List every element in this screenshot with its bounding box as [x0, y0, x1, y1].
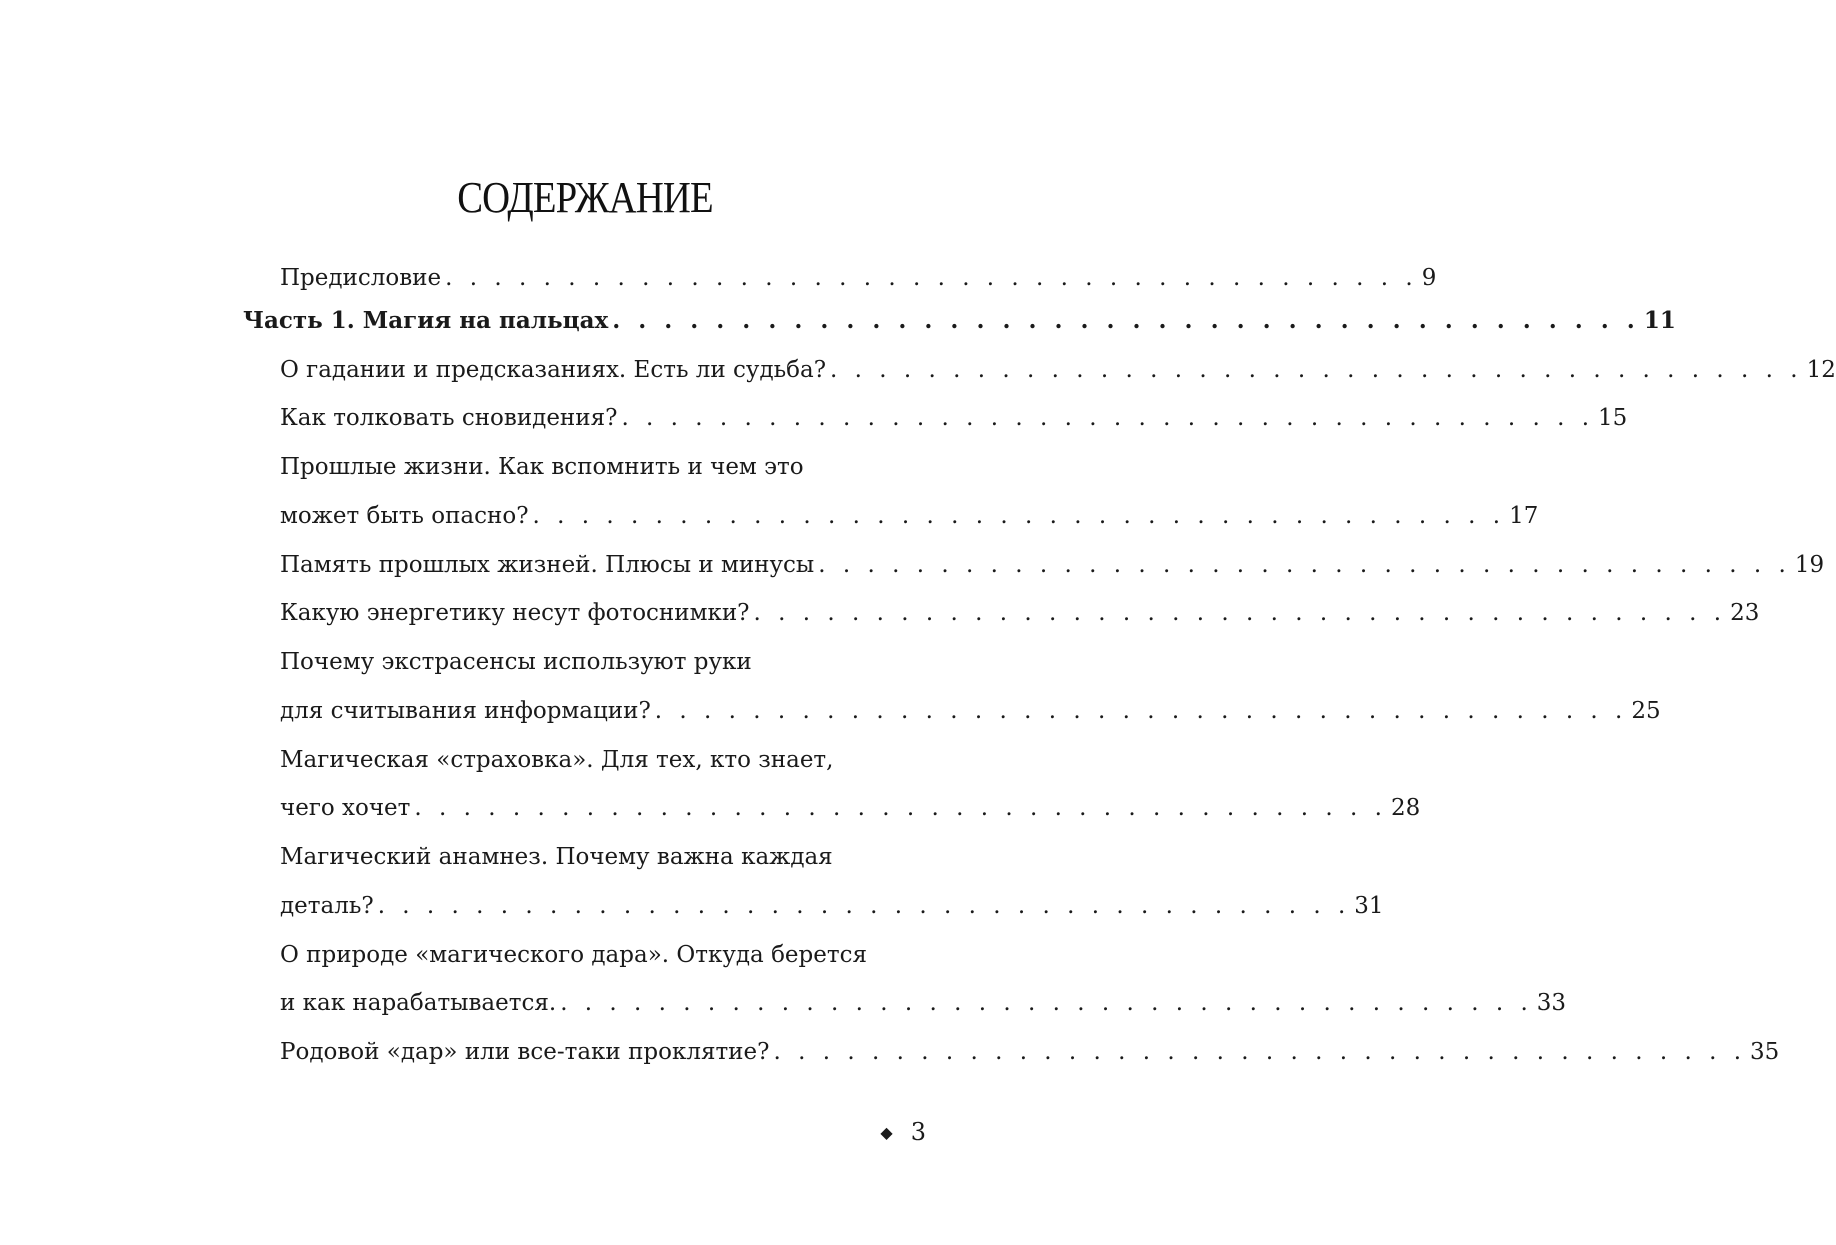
- toc-entry-page: 35: [1750, 1039, 1780, 1065]
- toc-entry-page: 33: [1536, 990, 1567, 1016]
- toc-entry-line2: [280, 987, 1567, 1019]
- toc-entry-title: Как толковать сновидения?: [280, 405, 618, 431]
- toc-entry: [280, 402, 1628, 434]
- toc-entry-line1: [280, 744, 922, 776]
- toc-entry-page: 31: [1354, 893, 1384, 919]
- toc-entry-title: Магическая «страховка». Для тех, кто знает,: [280, 747, 834, 773]
- toc-entry-title: Почему экстрасенсы используют руки: [280, 649, 752, 675]
- toc-entry-line2: [280, 890, 1384, 922]
- toc-entry-title: Предисловие: [280, 265, 442, 291]
- toc-entry-page: 15: [1598, 405, 1628, 431]
- toc-entry-page: 23: [1730, 600, 1760, 626]
- toc-entry-line1: [280, 841, 922, 873]
- toc-entry-line2: [280, 695, 1661, 727]
- toc-entry: [280, 597, 1760, 629]
- page-title: СОДЕРЖАНИЕ: [457, 173, 713, 222]
- toc-entry-part-1: [243, 305, 1676, 337]
- toc-entry-title: для считывания информации?: [280, 698, 651, 724]
- page-number: 3: [910, 1118, 926, 1146]
- toc-entry-title: О природе «магического дара». Откуда берется: [280, 942, 867, 968]
- toc-entry-preface: [280, 262, 1437, 294]
- toc-entry-title: чего хочет: [280, 795, 411, 821]
- toc-entry-title: может быть опасно?: [280, 503, 529, 529]
- toc-entry-page: 9: [1421, 265, 1437, 291]
- toc-entry-page: 11: [1643, 307, 1676, 334]
- toc-entry-title: Какую энергетику несут фотоснимки?: [280, 600, 750, 626]
- toc-entry: [280, 1036, 1780, 1068]
- toc-entry-page: 12: [1806, 357, 1836, 383]
- toc-leader-dots: . . . . . . . . . . . . . . . . . . . . . . . . . . . . . . . . . . . . . . . .: [532, 503, 1506, 529]
- diamond-icon: ◆: [880, 1122, 893, 1142]
- toc-leader-dots: . . . . . . . . . . . . . . . . . . . . . . . . . . . . . . . . . . . . . . . .: [773, 1039, 1747, 1065]
- toc-leader-dots: . . . . . . . . . . . . . . . . . . . . . . . . . . . . . . . . . . . . . . . .: [753, 600, 1727, 626]
- toc-entry-page: 19: [1794, 552, 1825, 578]
- toc-leader-dots: . . . . . . . . . . . . . . . . . . . . . . . . . . . . . . . . . . . . . . . .: [377, 893, 1351, 919]
- toc-entry-line1: [280, 939, 922, 971]
- toc-entry-title: Память прошлых жизней. Плюсы и минусы: [280, 552, 815, 578]
- toc-entry-title: деталь?: [280, 893, 374, 919]
- toc-entry-line1: [280, 646, 922, 678]
- toc-entry-page: 28: [1390, 795, 1421, 821]
- toc-leader-dots: . . . . . . . . . . . . . . . . . . . . . . . . . . . . . . . . . . . . . . . .: [612, 307, 1640, 334]
- toc-leader-dots: . . . . . . . . . . . . . . . . . . . . . . . . . . . . . . . . . . . . . . . .: [621, 405, 1595, 431]
- page-folio: [880, 1118, 926, 1146]
- toc-leader-dots: . . . . . . . . . . . . . . . . . . . . . . . . . . . . . . . . . . . . . . . .: [830, 357, 1803, 383]
- toc-entry: [280, 549, 1825, 581]
- toc-entry-title: О гадании и предсказаниях. Есть ли судьба?: [280, 357, 827, 383]
- toc-entry-line2: [280, 792, 1421, 824]
- toc-entry-title: Прошлые жизни. Как вспомнить и чем это: [280, 454, 804, 480]
- toc-entry-line2: [280, 500, 1539, 532]
- toc-entry-page: 17: [1509, 503, 1539, 529]
- toc-entry: [280, 354, 1836, 386]
- toc-leader-dots: . . . . . . . . . . . . . . . . . . . . . . . . . . . . . . . . . . . . . . . .: [445, 265, 1418, 291]
- toc-entry-title: Часть 1. Магия на пальцах: [243, 307, 609, 334]
- toc-leader-dots: . . . . . . . . . . . . . . . . . . . . . . . . . . . . . . . . . . . . . . . .: [560, 990, 1533, 1016]
- toc-entry-line1: [280, 451, 922, 483]
- toc-entry-page: 25: [1631, 698, 1661, 724]
- toc-entry-title: Магический анамнез. Почему важна каждая: [280, 844, 833, 870]
- toc-leader-dots: . . . . . . . . . . . . . . . . . . . . . . . . . . . . . . . . . . . . . . . .: [818, 552, 1791, 578]
- toc-entry-title: Родовой «дар» или все-таки проклятие?: [280, 1039, 770, 1065]
- toc-entry-title: и как нарабатывается.: [280, 990, 557, 1016]
- toc-leader-dots: . . . . . . . . . . . . . . . . . . . . . . . . . . . . . . . . . . . . . . . .: [414, 795, 1387, 821]
- toc-leader-dots: . . . . . . . . . . . . . . . . . . . . . . . . . . . . . . . . . . . . . . . .: [654, 698, 1628, 724]
